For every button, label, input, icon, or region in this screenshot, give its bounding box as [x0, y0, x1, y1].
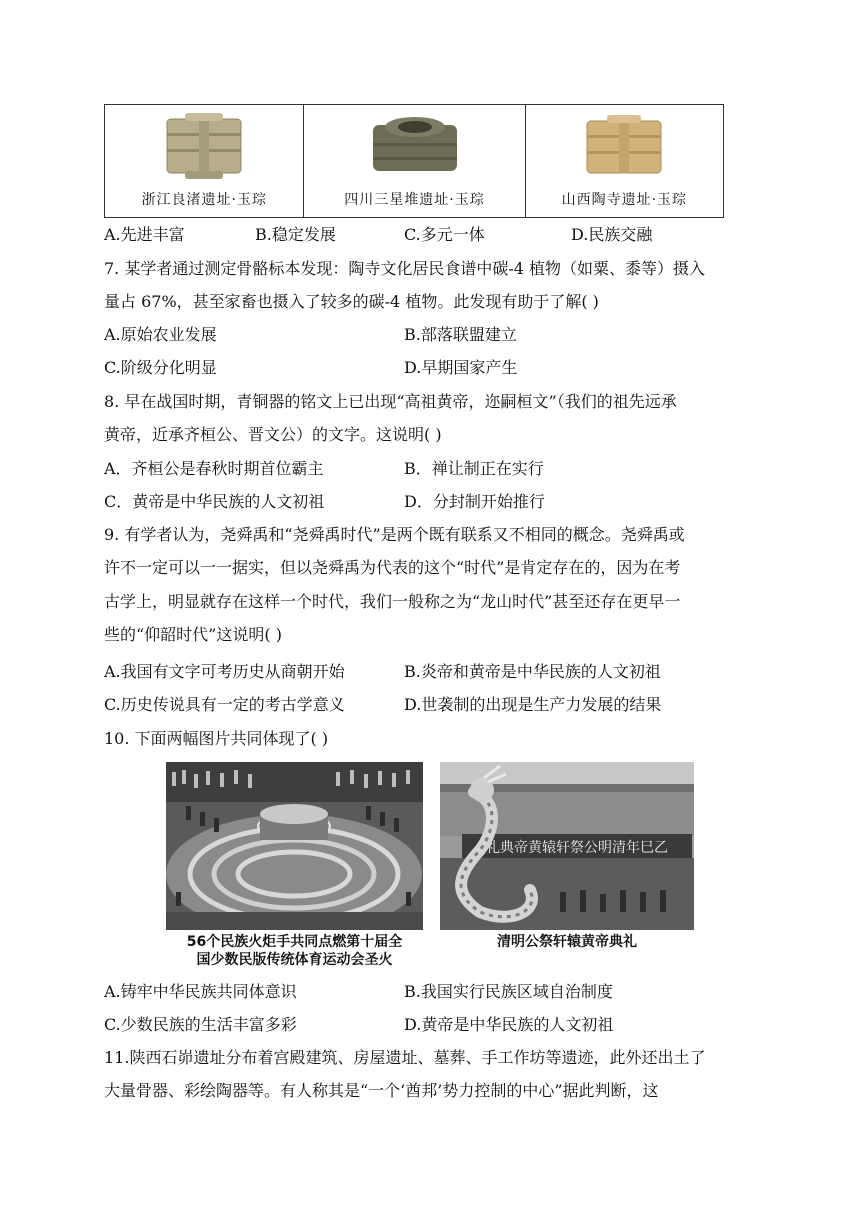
option-b: B.部落联盟建立	[404, 325, 517, 344]
option-d: D.黄帝是中华民族的人文初祖	[404, 1015, 614, 1034]
question-8-line: 8. 早在战国时期，青铜器的铭文上已出现“高祖黄帝，迩嗣桓文”（我们的祖先远承	[104, 392, 677, 411]
photo-1-caption	[166, 933, 423, 969]
option-c: C．黄帝是中华民族的人文初祖	[104, 492, 325, 511]
artifact-caption: 山西陶寺遗址·玉琮	[561, 192, 688, 208]
question-10-stem: 10. 下面两幅图片共同体现了( )	[104, 729, 329, 748]
option-d: D.早期国家产生	[404, 358, 518, 377]
question-7-line: 量占 67%，甚至家畜也摄入了较多的碳-4 植物。此发现有助于了解( )	[104, 292, 599, 311]
option-b: B.炎帝和黄帝是中华民族的人文初祖	[404, 662, 661, 681]
option-b: B．禅让制正在实行	[404, 459, 544, 478]
option-c: C.多元一体	[404, 225, 485, 244]
photo-2-caption: 清明公祭轩辕黄帝典礼	[497, 934, 637, 950]
question-11-line: 11.陕西石峁遗址分布着宫殿建筑、房屋遗址、墓葬、手工作坊等遗迹，此外还出土了	[104, 1048, 706, 1067]
question-9-line: 古学上，明显就存在这样一个时代，我们一般称之为“龙山时代”甚至还存在更早一	[104, 592, 681, 611]
option-c: C.阶级分化明显	[104, 358, 217, 377]
torch-ceremony-image	[166, 762, 423, 930]
artifact-cell-sanxingdui	[304, 105, 525, 217]
question-11-line: 大量骨器、彩绘陶器等。有人称其是“一个‘酋邦’势力控制的中心”据此判断，这	[104, 1081, 659, 1100]
ceremony-banner-text: 礼典帝黄辕轩祭公明清年巳乙	[486, 840, 668, 856]
option-a: A.原始农业发展	[104, 325, 217, 344]
option-a: A．齐桓公是春秋时期首位霸主	[104, 459, 324, 478]
question-9-line: 9. 有学者认为，尧舜禹和“尧舜禹时代”是两个既有联系又不相同的概念。尧舜禹或	[104, 525, 685, 544]
artifact-caption: 四川三星堆遗址·玉琮	[344, 192, 485, 208]
photo-1-caption-line: 56个民族火炬手共同点燃第十届全	[186, 934, 403, 950]
artifact-table	[104, 104, 724, 218]
question-7-line: 7. 某学者通过测定骨骼标本发现：陶寺文化居民食谱中碳-4 植物（如粟、黍等）摄入	[104, 259, 706, 278]
artifact-caption: 浙江良渚遗址·玉琮	[141, 192, 267, 208]
torch-ceremony-photo	[166, 762, 423, 930]
option-d: D.世袭制的出现是生产力发展的结果	[404, 695, 662, 714]
option-a: A.铸牢中华民族共同体意识	[104, 982, 297, 1001]
question-8-line: 黄帝，近承齐桓公、晋文公）的文字。这说明( )	[104, 425, 442, 444]
question-9-line: 些的“仰韶时代”这说明( )	[104, 625, 282, 644]
option-a: A.我国有文字可考历史从商朝开始	[104, 662, 345, 681]
artifact-cell-taosi	[526, 105, 723, 217]
question-9-line: 许不一定可以一一据实，但以尧舜禹为代表的这个“时代”是肯定存在的，因为在考	[104, 558, 681, 577]
huangdi-ceremony-photo	[440, 762, 694, 930]
huangdi-ceremony-image	[440, 762, 694, 930]
jade-cong-image	[365, 113, 465, 181]
option-a: A.先进丰富	[104, 225, 185, 244]
option-b: B.我国实行民族区域自治制度	[404, 982, 613, 1001]
option-d: D．分封制开始推行	[404, 492, 545, 511]
option-d: D.民族交融	[571, 225, 653, 244]
option-c: C.少数民族的生活丰富多彩	[104, 1015, 297, 1034]
artifact-cell-liangzhu	[105, 105, 304, 217]
option-b: B.稳定发展	[255, 225, 336, 244]
jade-cong-image	[159, 113, 249, 179]
jade-cong-image	[579, 113, 669, 179]
option-c: C.历史传说具有一定的考古学意义	[104, 695, 345, 714]
photo-1-caption-line: 国少数民版传统体育运动会圣火	[196, 952, 393, 968]
